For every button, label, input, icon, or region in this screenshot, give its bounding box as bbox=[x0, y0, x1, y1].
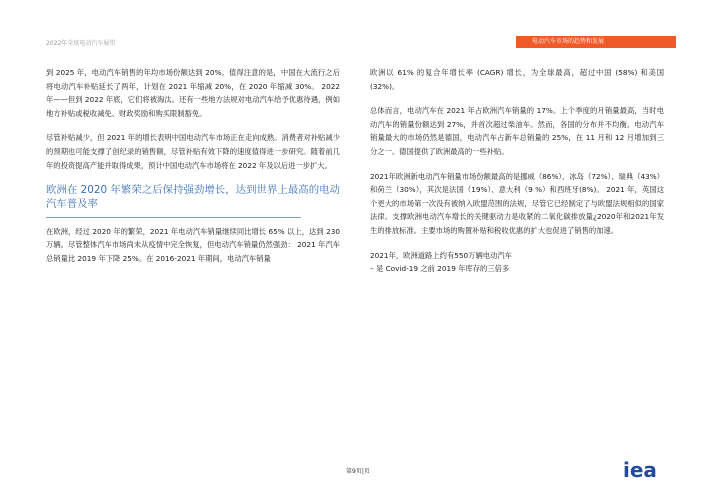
iea-logo-icon bbox=[623, 459, 665, 481]
paragraph-line: – 是 Covid-19 之前 2019 年库存的三倍多 bbox=[370, 264, 510, 274]
logo-text: iea bbox=[623, 459, 657, 481]
paragraph: 2021年欧洲新电动汽车销量市场份额最高的是挪威（86%）、冰岛（72%）、瑞典（43%）和荷兰（30%），其次是法国（19%）、意大利（9 %）和西班牙(8%)。 2021 年，英国这个更大的市场第一次没有被纳入欧盟范围的法规，尽管它已经制定了与欧盟法规相似的国家法律。支撑欧洲电动汽车增长的关键驱动力是收紧的二氧化碳排放量¿2020年和2021年发生的排放标准。主要市场的购置补贴和税收优惠的扩大也促进了销售的加速。 bbox=[370, 171, 664, 235]
paragraph: 到 2025 年，电动汽车销售的年均市场份额达到 20%。值得注意的是，中国在大流行之后将电动汽车补贴延长了两年，计划在 2021 年缩减 20%，在 2020 年缩减 30%。 2022 年——但到 2022 年底，它们将被淘汰。还有一些地方法规对电动汽车给予优惠待遇，例如地方补贴或税收减免、财政奖励和购买限制豁免。 bbox=[46, 68, 340, 118]
paragraph-line: 2021年，欧洲道路上约有550万辆电动汽车 bbox=[370, 250, 512, 260]
right-column bbox=[370, 66, 664, 276]
paragraph: 在欧洲，经过 2020 年的繁荣，2021 年电动汽车销量继续同比增长 65% 以上，达到 230 万辆。尽管整体汽车市场尚未从疫情中完全恢复，但电动汽车销量仍然强劲： 2021 年汽车总销量比 2019 年下降 25%。在 2016-2021 年期间，电动汽车销量 bbox=[46, 226, 340, 263]
left-column bbox=[46, 66, 340, 276]
running-header-title: 2022年全球电动汽车展望 bbox=[46, 40, 116, 47]
paragraph: 尽管补贴减少，但 2021 年的增长表明中国电动汽车市场正在走向成熟。消费者对补贴减少的预期也可能支撑了创纪录的销售额，尽管补贴有效下降的速度值得进一步研究。随着前几年的投资提高产能并取得成果，预计中国电动汽车市场将在 2022 年及以后进一步扩大。 bbox=[46, 133, 340, 170]
paragraph: 欧洲以 61% 的复合年增长率 (CAGR) 增长，为全球最高，超过中国 (58%) 和美国 (32%)。 bbox=[370, 68, 664, 91]
section-heading: 欧洲在 2020 年繁荣之后保持强劲增长，达到世界上最高的电动汽车普及率 bbox=[46, 184, 340, 211]
section-badge: 电动汽车市场的趋势和发展 bbox=[516, 36, 676, 48]
paragraph: 总体而言，电动汽车在 2021 年占欧洲汽车销量的 17%。上个季度的月销量最高，当时电动汽车的销量份额达到 27%，并首次超过柴油车。然而，各国的分布并不均衡。电动汽车销量最大的市场仍然是德国，电动汽车占新车总销量的 25%，在 11 月和 12 月增加到三分之一。德国提供了欧洲最高的一些补贴。 bbox=[370, 106, 664, 156]
page-number: 第9页|页 bbox=[346, 468, 370, 475]
heading-underline bbox=[46, 217, 301, 218]
